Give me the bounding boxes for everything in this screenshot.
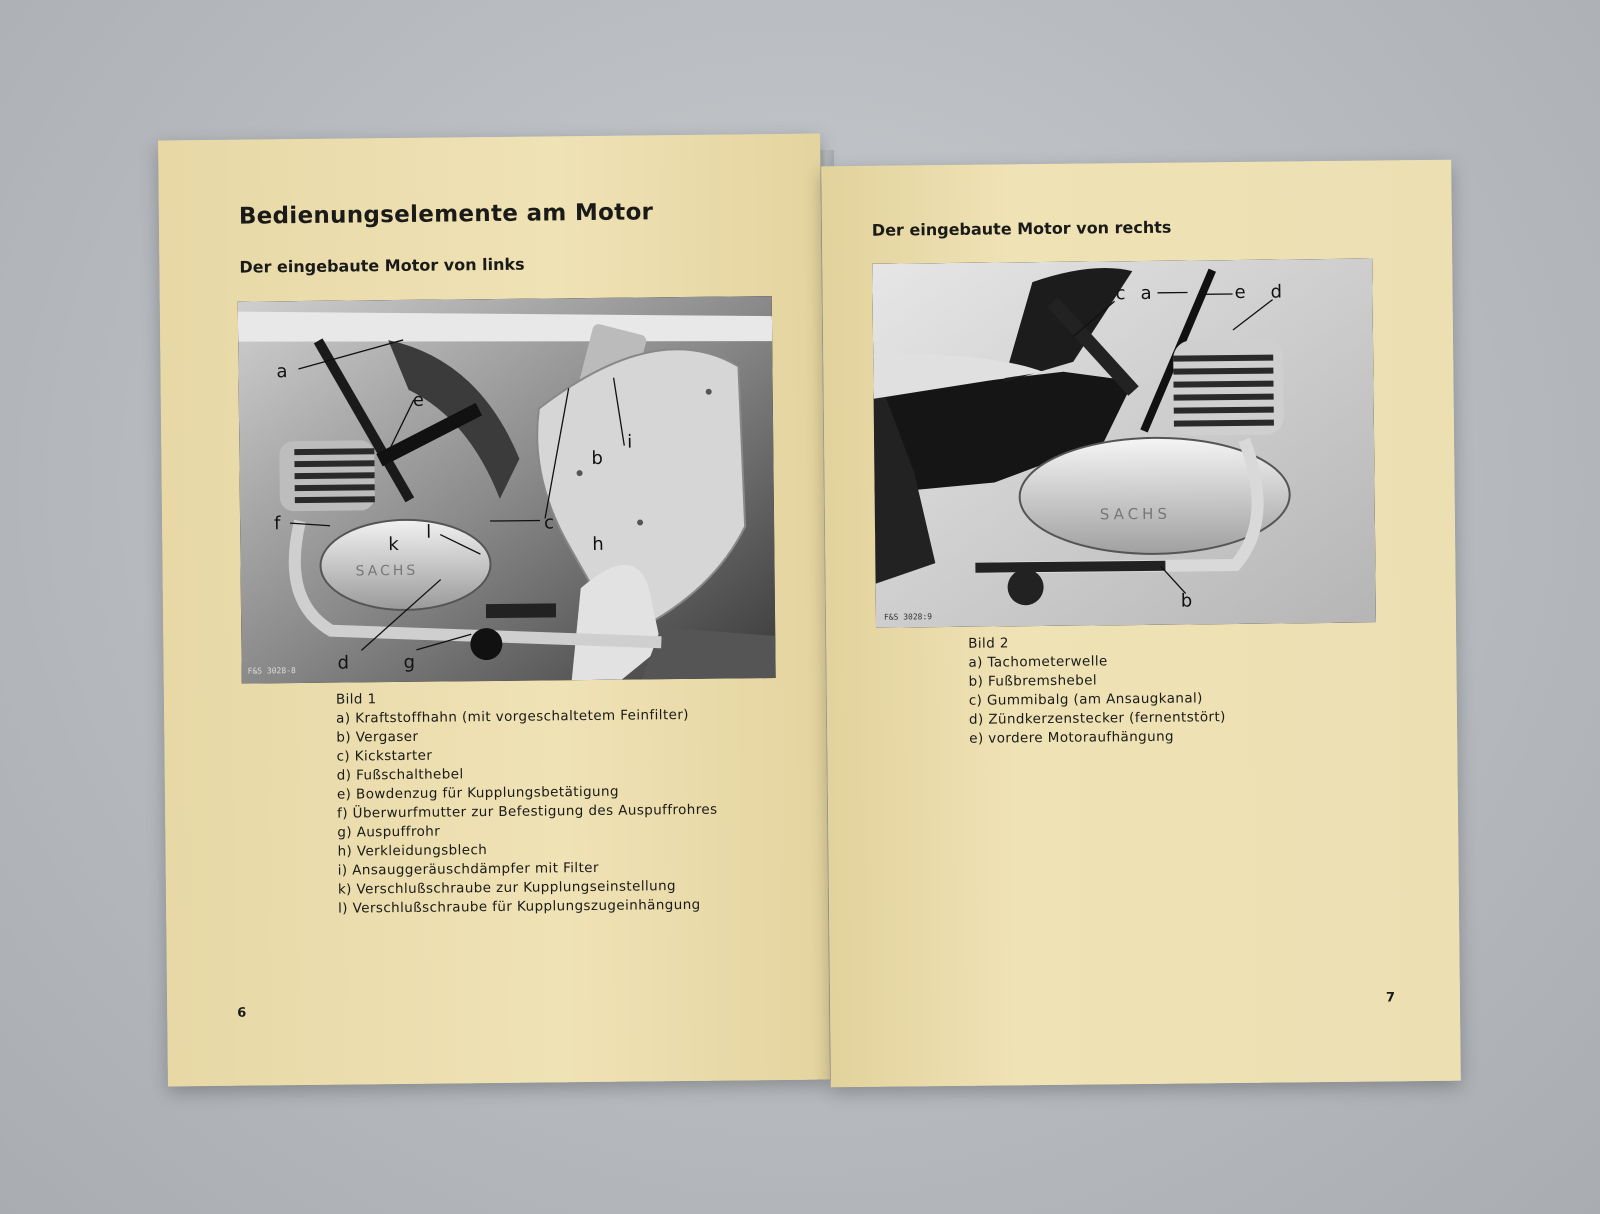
legend-item: g) Auspuffrohr bbox=[337, 823, 441, 841]
brand-text-right: SACHS bbox=[1099, 504, 1172, 524]
figure-legend-right bbox=[968, 632, 1226, 749]
legend-item: b) Fußbremshebel bbox=[968, 672, 1098, 690]
legend-item: c) Gummibalg (am Ansaugkanal) bbox=[968, 690, 1203, 709]
legend-item: l) Verschlußschraube für Kupplungszugeinhängung bbox=[338, 896, 701, 917]
right-subheading: Der eingebaute Motor von rechts bbox=[871, 217, 1172, 240]
photo-label-i: i bbox=[627, 431, 633, 453]
legend-item: a) Tachometerwelle bbox=[968, 653, 1108, 671]
engine-photo-right-illustration bbox=[872, 259, 1376, 628]
legend-item: k) Verschlußschraube zur Kupplungseinstellung bbox=[337, 878, 677, 898]
legend-list bbox=[336, 706, 719, 919]
legend-item: h) Verkleidungsblech bbox=[337, 842, 488, 860]
left-subheading: Der eingebaute Motor von links bbox=[239, 254, 525, 277]
brand-text: SACHS bbox=[355, 562, 419, 580]
legend-item: e) Bowdenzug für Kupplungsbetätigung bbox=[336, 783, 619, 803]
legend-list-right bbox=[968, 651, 1226, 749]
figure-legend-left bbox=[336, 687, 719, 919]
photo-label-g: g bbox=[403, 651, 416, 673]
right-page bbox=[821, 160, 1461, 1088]
legend-item: d) Fußschalthebel bbox=[336, 766, 464, 784]
engine-photo-right bbox=[872, 259, 1376, 628]
engine-photo-left bbox=[238, 296, 776, 684]
photo-label-h: h bbox=[592, 533, 604, 555]
figure-code-right: F&S 3028:9 bbox=[883, 612, 933, 622]
photo-label-b: b bbox=[591, 447, 603, 469]
photo-label-d-right: d bbox=[1270, 281, 1283, 303]
left-page bbox=[158, 134, 830, 1087]
photo-label-a-right: a bbox=[1140, 282, 1152, 304]
legend-item: b) Vergaser bbox=[336, 728, 419, 746]
legend-item: a) Kraftstoffhahn (mit vorgeschaltetem Feinfilter) bbox=[336, 706, 690, 727]
photo-label-c: c bbox=[543, 512, 555, 534]
figure-title: Bild 1 bbox=[335, 691, 377, 708]
photo-label-e: e bbox=[412, 389, 424, 411]
legend-item: i) Ansauggeräuschdämpfer mit Filter bbox=[337, 859, 599, 879]
photo-label-a: a bbox=[276, 361, 288, 383]
photo-label-b-right: b bbox=[1180, 590, 1193, 612]
photo-label-l: l bbox=[426, 521, 432, 543]
photo-label-f: f bbox=[273, 513, 281, 535]
photo-label-d: d bbox=[337, 652, 350, 674]
photo-label-c-right: c bbox=[1115, 283, 1126, 305]
legend-item: d) Zündkerzenstecker (fernentstört) bbox=[968, 709, 1226, 728]
figure-title-right: Bild 2 bbox=[968, 635, 1009, 652]
photo-label-k: k bbox=[388, 533, 399, 556]
figure-code: F&S 3028-8 bbox=[247, 666, 296, 676]
legend-item: e) vordere Motoraufhängung bbox=[969, 728, 1175, 747]
legend-item: f) Überwurfmutter zur Befestigung des Auspuffrohres bbox=[337, 801, 718, 822]
legend-item: c) Kickstarter bbox=[336, 747, 433, 765]
engine-photo-left-illustration bbox=[238, 296, 776, 684]
page-number-right: 7 bbox=[1385, 990, 1396, 1006]
photo-label-e-right: e bbox=[1234, 281, 1246, 304]
page-number-left: 6 bbox=[237, 1005, 247, 1021]
page-title: Bedienungselemente am Motor bbox=[238, 199, 654, 230]
